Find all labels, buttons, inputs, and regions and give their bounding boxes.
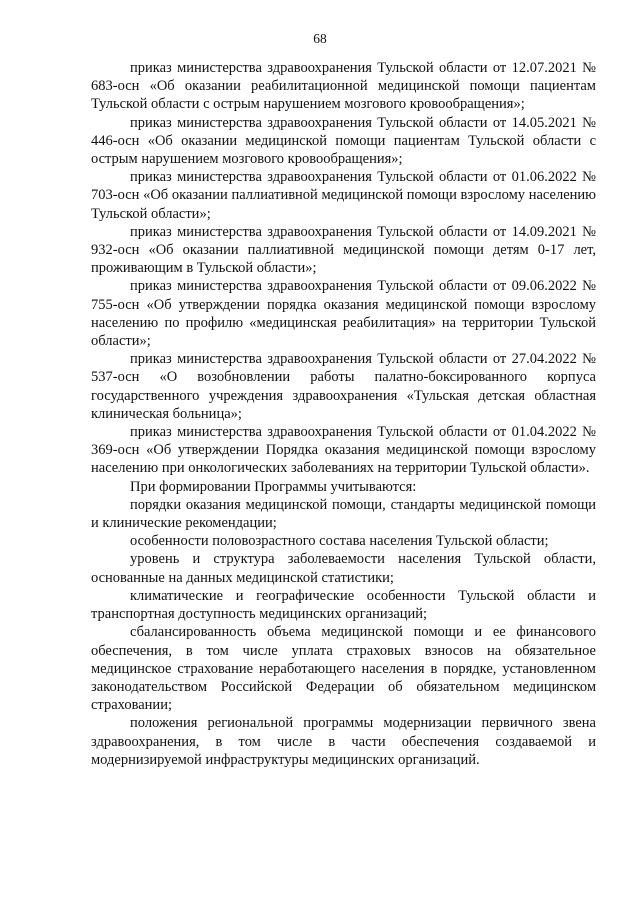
program-factors-intro: При формировании Программы учитываются:: [130, 478, 417, 495]
factor-financial-balance: сбалансированность объема медицинской помощи и ее финансового обеспечения, в том числе уплата страховых взносов на обязательное медицинское страхование неработающего населения в порядке, установленном законодательством Российской Федерации об обязательном медицинском страховании;: [91, 624, 596, 714]
page-number: 68: [313, 31, 327, 46]
order-paragraph-703: приказ министерства здравоохранения Тульской области от 01.06.2022 № 703-осн «Об оказании паллиативной медицинской помощи взрослому населению Тульской области»;: [91, 169, 596, 222]
order-paragraph-369: приказ министерства здравоохранения Тульской области от 01.04.2022 № 369-осн «Об утверждении Порядка оказания медицинской помощи взрослому населению при онкологических заболеваниях на территории Тульской области».: [91, 424, 596, 477]
order-paragraph-755: приказ министерства здравоохранения Тульской области от 09.06.2022 № 755-осн «Об утверждении порядка оказания медицинской помощи взрослому населению по профилю «медицинская реабилитация» на территории Тульской области»;: [91, 278, 596, 350]
factor-modernization-program: положения региональной программы модернизации первичного звена здравоохранения, в том числе в части обеспечения создаваемой и модернизируемой инфраструктуры медицинских организаций.: [91, 715, 596, 768]
order-paragraph-537: приказ министерства здравоохранения Тульской области от 27.04.2022 № 537-осн «О возобновлении работы палатно-боксированного корпуса государственного учреждения здравоохранения «Тульская детская областная клиническая больница»;: [91, 351, 596, 422]
factor-climate-geography: климатические и географические особенности Тульской области и транспортная доступность медицинских организаций;: [91, 587, 596, 623]
factor-population-structure: особенности половозрастного состава населения Тульской области;: [130, 533, 549, 550]
order-paragraph-932: приказ министерства здравоохранения Тульской области от 14.09.2021 № 932-осн «Об оказании паллиативной медицинской помощи детям 0-17 лет, проживающим в Тульской области»;: [91, 223, 596, 277]
order-paragraph-446: приказ министерства здравоохранения Тульской области от 14.05.2021 № 446-осн «Об оказании медицинской помощи пациентам Тульской области с острым нарушением мозгового кровообращения»;: [91, 114, 596, 168]
document-body: [91, 59, 596, 769]
factor-care-procedures: порядки оказания медицинской помощи, стандарты медицинской помощи и клинические рекомендации;: [91, 496, 596, 532]
order-paragraph-683: приказ министерства здравоохранения Тульской области от 12.07.2021 № 683-осн «Об оказании реабилитационной медицинской помощи пациентам Тульской области с острым нарушением мозгового кровообращения»;: [91, 60, 596, 113]
factor-morbidity: уровень и структура заболеваемости населения Тульской области, основанные на данных медицинской статистики;: [91, 551, 596, 586]
